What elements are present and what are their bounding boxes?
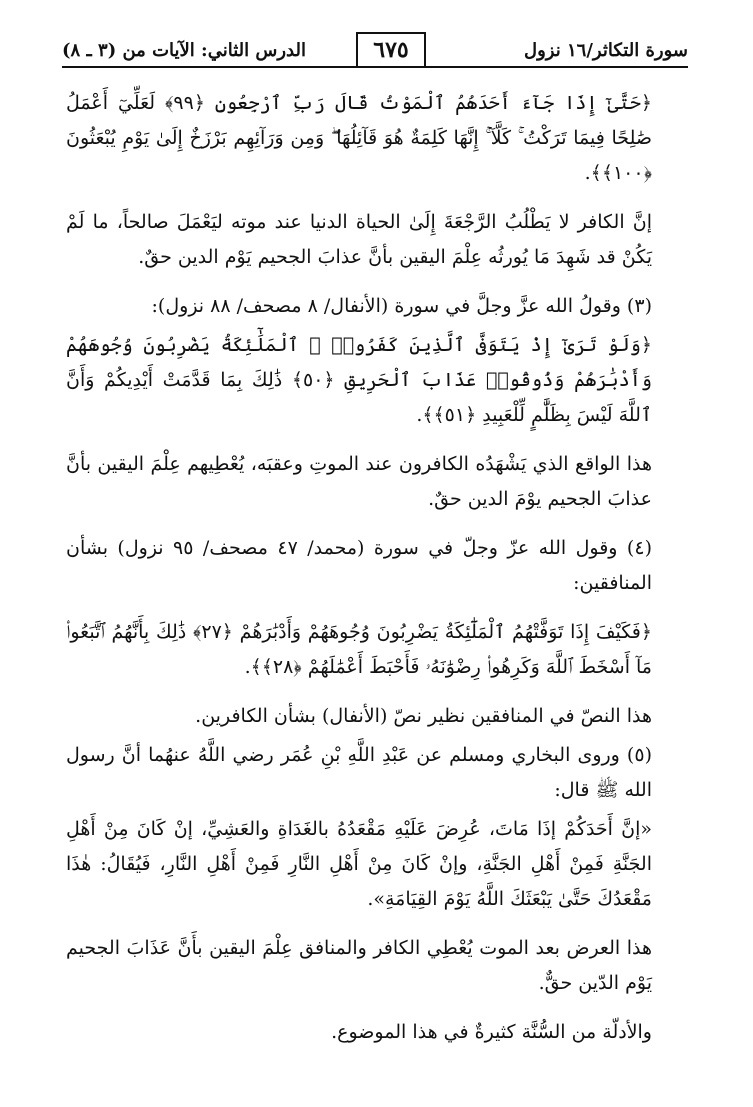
paragraph: (٥) وروى البخاري ومسلم عن عَبْدِ اللَّهِ بْنِ عُمَر رضي اللَّهُ عنهُما أنَّ رسول الله ﷺ قال: bbox=[66, 744, 652, 801]
page-number: ٦٧٥ bbox=[356, 32, 426, 66]
paragraph: هذا النصّ في المنافقين نظير نصّ (الأنفال) بشأن الكافرين. bbox=[195, 705, 652, 727]
paragraph: هذا الواقع الذي يَشْهَدُه الكافرون عند الموتِ وعقبَه، يُعْطِيهم عِلْمَ اليقين بأنَّ عذابَ الجحيم يوْمَ الدين حقٌ. bbox=[66, 453, 652, 510]
page-header bbox=[62, 32, 688, 68]
paragraph: والأدلّة من السُّنَّة كثيرةٌ في هذا الموضوع. bbox=[331, 1021, 652, 1043]
paragraph: هذا العرض بعد الموت يُعْطِي الكافر والمنافق عِلْمَ اليقين بأَنَّ عَذَابَ الجحيم يَوْم الدّين حقٌّ. bbox=[66, 937, 652, 994]
surah-info: سورة التكاثر/١٦ نزول bbox=[524, 40, 688, 61]
quran-passage: ﴿حَتَّىٰٓ إِذَا جَآءَ أَحَدَهُمُ ٱلْمَوْتُ قَالَ رَبِّ ٱرْجِعُونِ ﴿٩٩﴾ لَعَلِّيٓ أَعْمَلُ صَٰلِحًا فِيمَا تَرَكْتُ ۚ كَلَّآ ۚ إِنَّهَا كَلِمَةٌ هُوَ قَآئِلُهَا ۖ وَمِن وَرَآئِهِم بَرْزَخٌ إِلَىٰ يَوْمِ يُبْعَثُونَ ﴿١٠٠﴾﴾. bbox=[66, 92, 652, 184]
paragraph: (٤) وقول الله عزّ وجلّ في سورة (محمد/ ٤٧ مصحف/ ٩٥ نزول) بشأن المنافقين: bbox=[66, 537, 652, 594]
hadith-quote: «إنَّ أَحَدَكُمْ إذَا مَاتَ، عُرِضَ عَلَيْهِ مَقْعَدُهُ بالغَدَاةِ والعَشِيِّ، إنْ كَانَ مِنْ أَهْلِ الجَنَّةِ فَمِنْ أَهْلِ الجَنَّةِ، وإنْ كَانَ مِنْ أَهْلِ النَّارِ فَمِنْ أَهْلِ النَّارِ، فَيُقَالُ: هٰذَا مَقْعَدُكَ حَتَّىٰ يَبْعَثَكَ اللَّهُ يَوْمَ القِيَامَةِ». bbox=[66, 818, 652, 910]
paragraph: إنَّ الكافر لا يَطْلُبُ الرَّجْعَةَ إِلَىٰ الحياة الدنيا عند موته ليَعْمَلَ صالحاً، ما لَمْ يَكُنْ قد شَهِدَ مَا يُورثُه عِلْمَ اليقين بأنَّ عذابَ الجحيم يَوْم الدين حقٌ. bbox=[66, 211, 652, 268]
quran-passage: ﴿وَلَوْ تَرَىٰٓ إِذْ يَتَوَفَّى ٱلَّذِينَ كَفَرُوا۟ ۙ ٱلْمَلَٰٓئِكَةُ يَضْرِبُونَ وُجُوهَهُمْ وَأَدْبَٰرَهُمْ وَذُوقُوا۟ عَذَابَ ٱلْحَرِيقِ ﴿٥٠﴾ ذَٰلِكَ بِمَا قَدَّمَتْ أَيْدِيكُمْ وَأَنَّ ٱللَّهَ لَيْسَ بِظَلَّٰمٍ لِّلْعَبِيدِ ﴿٥١﴾﴾. bbox=[66, 334, 653, 426]
lesson-info: الدرس الثاني: الآيات من (٣ ـ ٨) bbox=[62, 40, 306, 61]
paragraph: (٣) وقولُ الله عزَّ وجلَّ في سورة (الأنفال/ ٨ مصحف/ ٨٨ نزول): bbox=[151, 295, 652, 317]
quran-passage: ﴿فَكَيْفَ إِذَا تَوَفَّتْهُمُ ٱلْمَلَٰٓئِكَةُ يَضْرِبُونَ وُجُوهَهُمْ وَأَدْبَٰرَهُمْ ﴿٢٧﴾ ذَٰلِكَ بِأَنَّهُمُ ٱتَّبَعُوا۟ مَآ أَسْخَطَ ٱللَّهَ وَكَرِهُوا۟ رِضْوَٰنَهُۥ فَأَحْبَطَ أَعْمَٰلَهُمْ ﴿٢٨﴾﴾. bbox=[66, 621, 652, 678]
header-rule bbox=[62, 66, 688, 68]
page-body bbox=[66, 86, 686, 1064]
